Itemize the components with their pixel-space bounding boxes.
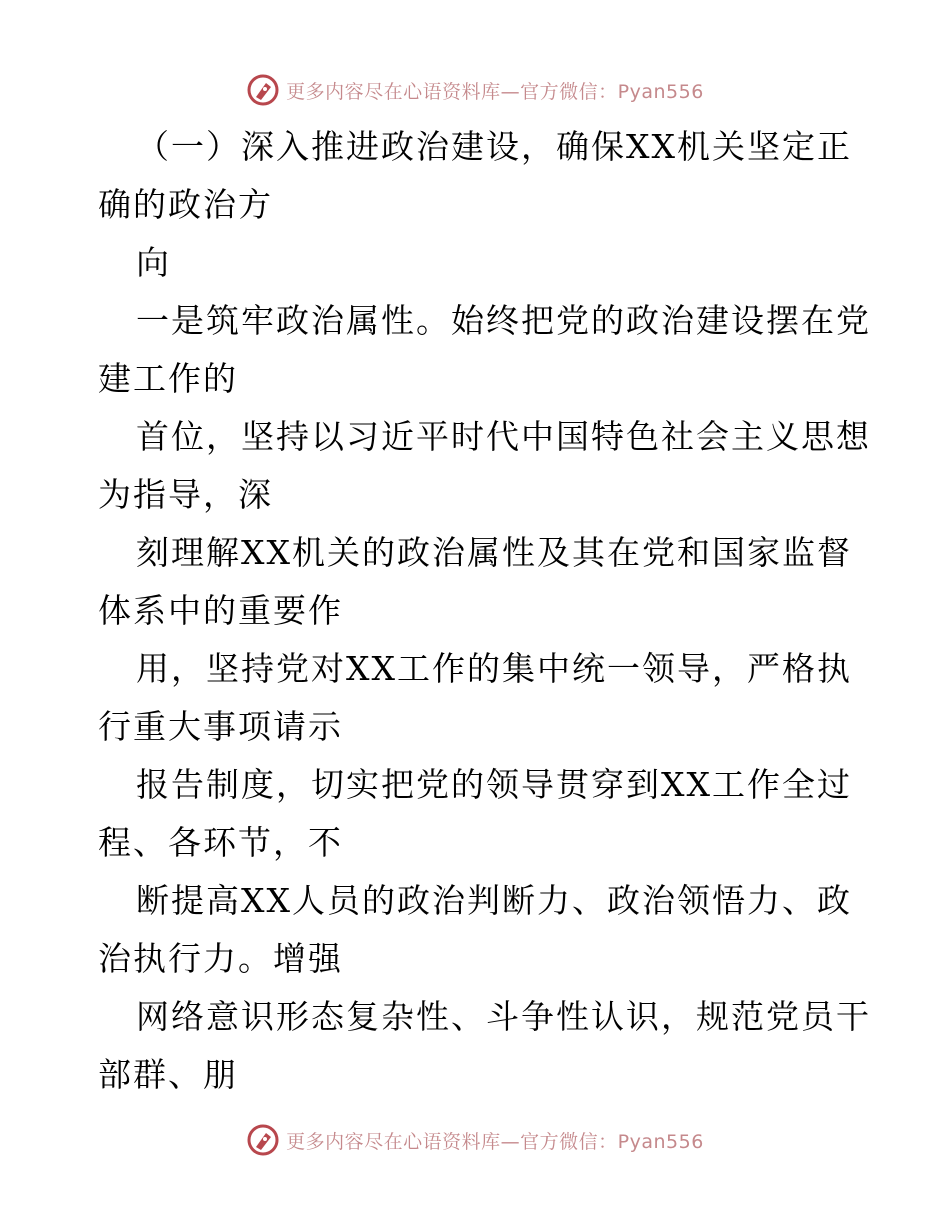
footer-watermark-text: 更多内容尽在心语资料库—官方微信：Pyan556	[286, 1130, 704, 1153]
text-line: （一）深入推进政治建设，确保XX机关坚定正	[136, 127, 852, 166]
text-line: 治执行力。增强	[98, 939, 343, 978]
text-line: 程、各环节，不	[98, 823, 343, 862]
text-line: 体系中的重要作	[98, 591, 343, 630]
text-line: 行重大事项请示	[98, 707, 343, 746]
text-line: 报告制度，切实把党的领导贯穿到XX工作全过	[136, 765, 852, 804]
header-watermark-text: 更多内容尽在心语资料库—官方微信：Pyan556	[286, 80, 704, 103]
text-line: 刻理解XX机关的政治属性及其在党和国家监督	[136, 533, 852, 572]
document-body	[98, 118, 871, 1104]
pen-nib-logo-icon	[246, 73, 280, 107]
text-line: 用，坚持党对XX工作的集中统一领导，严格执	[136, 649, 852, 688]
text-line: 一是筑牢政治属性。始终把党的政治建设摆在党	[136, 301, 871, 340]
text-line: 向	[136, 243, 171, 282]
text-line: 首位，坚持以习近平时代中国特色社会主义思想	[136, 417, 871, 456]
header-watermark	[0, 70, 950, 110]
text-line: 部群、朋	[98, 1055, 238, 1094]
text-line: 网络意识形态复杂性、斗争性认识，规范党员干	[136, 997, 871, 1036]
footer-watermark	[0, 1120, 950, 1160]
text-line: 为指导，深	[98, 475, 273, 514]
text-line: 断提高XX人员的政治判断力、政治领悟力、政	[136, 881, 852, 920]
text-line: 建工作的	[98, 359, 238, 398]
pen-nib-logo-icon	[246, 1123, 280, 1157]
text-line: 确的政治方	[98, 185, 273, 224]
